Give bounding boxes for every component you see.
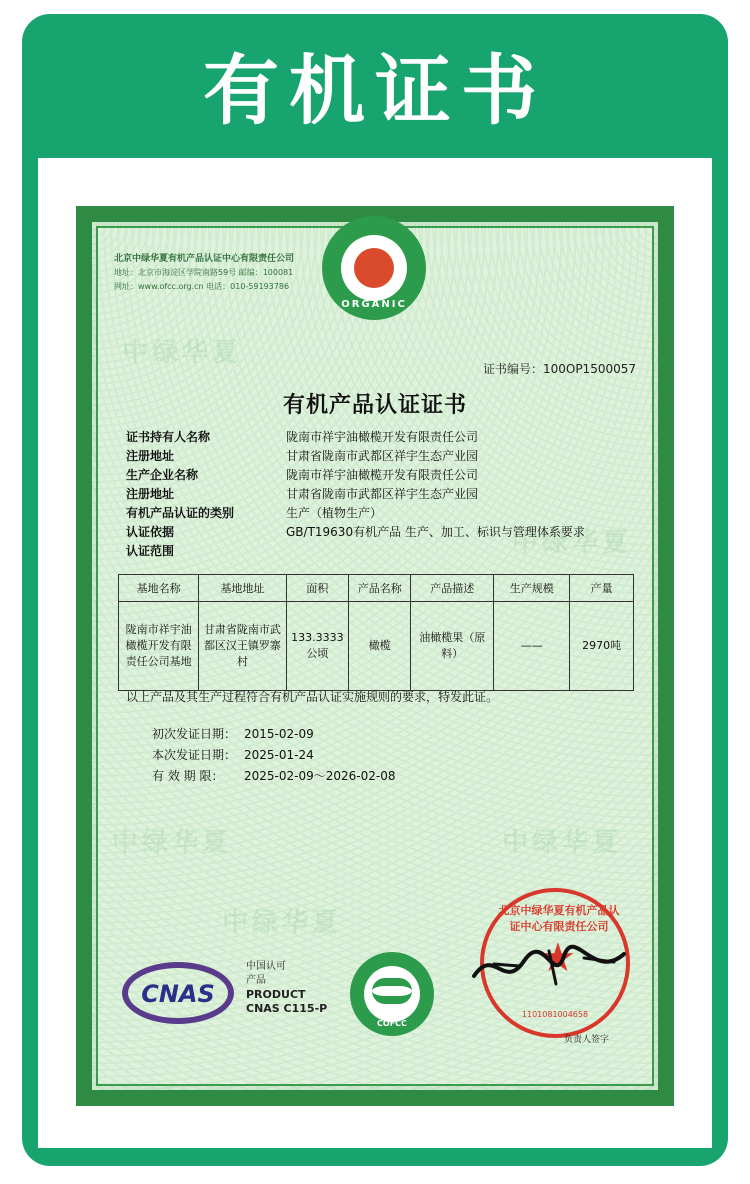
info-row [126,504,666,523]
dates-block [152,724,395,787]
table-cell: 陇南市祥宇油橄榄开发有限责任公司基地 [119,602,199,691]
info-label: 认证依据 [126,525,175,539]
issuer-block [114,252,294,294]
certificate-title: 有机产品认证证书 [282,393,467,418]
info-value: 甘肃省陇南市武都区祥宇生态产业园 [286,449,479,463]
date-row [152,745,395,766]
info-row [126,542,666,561]
watermark: 中绿华夏 [502,828,623,858]
issuer-name: 北京中绿华夏有机产品认证中心有限责任公司 [114,254,295,264]
cnas-caption-line: 产品 [246,975,266,986]
table-header: 生产规模 [494,575,570,602]
cofcc-logo-icon [350,952,434,1036]
banner-title: 有机证书 [203,45,547,135]
table-header: 面积 [286,575,348,602]
info-value: 生产（植物生产） [286,506,383,520]
table-cell: 2970吨 [570,602,634,691]
organic-logo-text: ORGANIC [341,299,407,310]
info-label: 注册地址 [126,449,175,463]
seal-text: 北京中绿华夏有机产品认证中心有限责任公司 [498,904,620,933]
cnas-caption-line: 中国认可 [246,961,286,972]
seal-star-icon: ★ [540,935,576,981]
watermark: 中绿华夏 [112,828,233,858]
info-label: 注册地址 [126,487,175,501]
date-value: 2025-02-09～2026-02-08 [244,769,396,783]
watermark: 中绿华夏 [512,528,633,558]
certification-scope-table [118,574,634,691]
info-label: 证书持有人名称 [126,430,211,444]
watermark: 中绿华夏 [122,338,243,368]
table-header-row [119,575,634,602]
info-row [126,428,666,447]
info-label: 生产企业名称 [126,468,199,482]
date-row [152,766,395,787]
info-row [126,523,666,542]
compliance-statement: 以上产品及其生产过程符合有机产品认证实施规则的要求，特发此证。 [126,690,499,704]
info-value [286,542,666,561]
organic-logo-icon [322,216,426,320]
page-frame [22,14,728,1166]
info-row [126,485,666,504]
certificate-panel [38,158,712,1148]
info-label: 有机产品认证的类别 [126,506,235,520]
signature-icon [464,936,634,996]
issuer-web-phone: 网址：www.ofcc.org.cn 电话：010-59193786 [114,282,290,291]
cnas-caption-line: CNAS C115-P [246,1002,328,1015]
info-row [126,447,666,466]
table-header: 产量 [570,575,634,602]
date-value: 2015-02-09 [244,727,314,741]
cnas-caption [246,960,327,1016]
table-header: 基地地址 [199,575,286,602]
date-label: 初次发证日期： [152,727,237,741]
cofcc-logo-text: COFCC [377,1019,407,1028]
date-label: 有 效 期 限： [152,769,224,783]
info-row [126,466,666,485]
info-label: 认证范围 [126,544,175,558]
signature-caption: 负责人签字 [564,1035,610,1045]
cnas-logo-icon [122,962,234,1024]
table-cell: 甘肃省陇南市武都区汉王镇罗寨村 [199,602,286,691]
cnas-logo-text: CNAS [141,980,215,1008]
date-label: 本次发证日期： [152,748,237,762]
watermark: 中绿华夏 [222,908,343,938]
cnas-caption-line: PRODUCT [246,988,306,1001]
info-value: GB/T19630有机产品 生产、加工、标识与管理体系要求 [286,525,585,539]
table-cell: 油橄榄果（原料） [411,602,494,691]
info-value: 陇南市祥宇油橄榄开发有限责任公司 [286,430,479,444]
table-header: 产品名称 [349,575,411,602]
info-value: 陇南市祥宇油橄榄开发有限责任公司 [286,468,479,482]
info-value: 甘肃省陇南市武都区祥宇生态产业园 [286,487,479,501]
table-header: 产品描述 [411,575,494,602]
table-row [119,602,634,691]
banner [22,14,728,154]
issuer-address: 地址：北京市海淀区学院南路59号 邮编：100081 [114,268,294,277]
seal-number: 1101081004658 [521,1010,589,1019]
certificate [76,206,674,1106]
table-cell: 133.3333公顷 [286,602,348,691]
table-header: 基地名称 [119,575,199,602]
date-value: 2025-01-24 [244,748,314,762]
table-cell: —— [494,602,570,691]
certificate-info [126,428,666,561]
date-row [152,724,395,745]
table-cell: 橄榄 [349,602,411,691]
certificate-number: 证书编号：100OP1500057 [482,362,636,376]
